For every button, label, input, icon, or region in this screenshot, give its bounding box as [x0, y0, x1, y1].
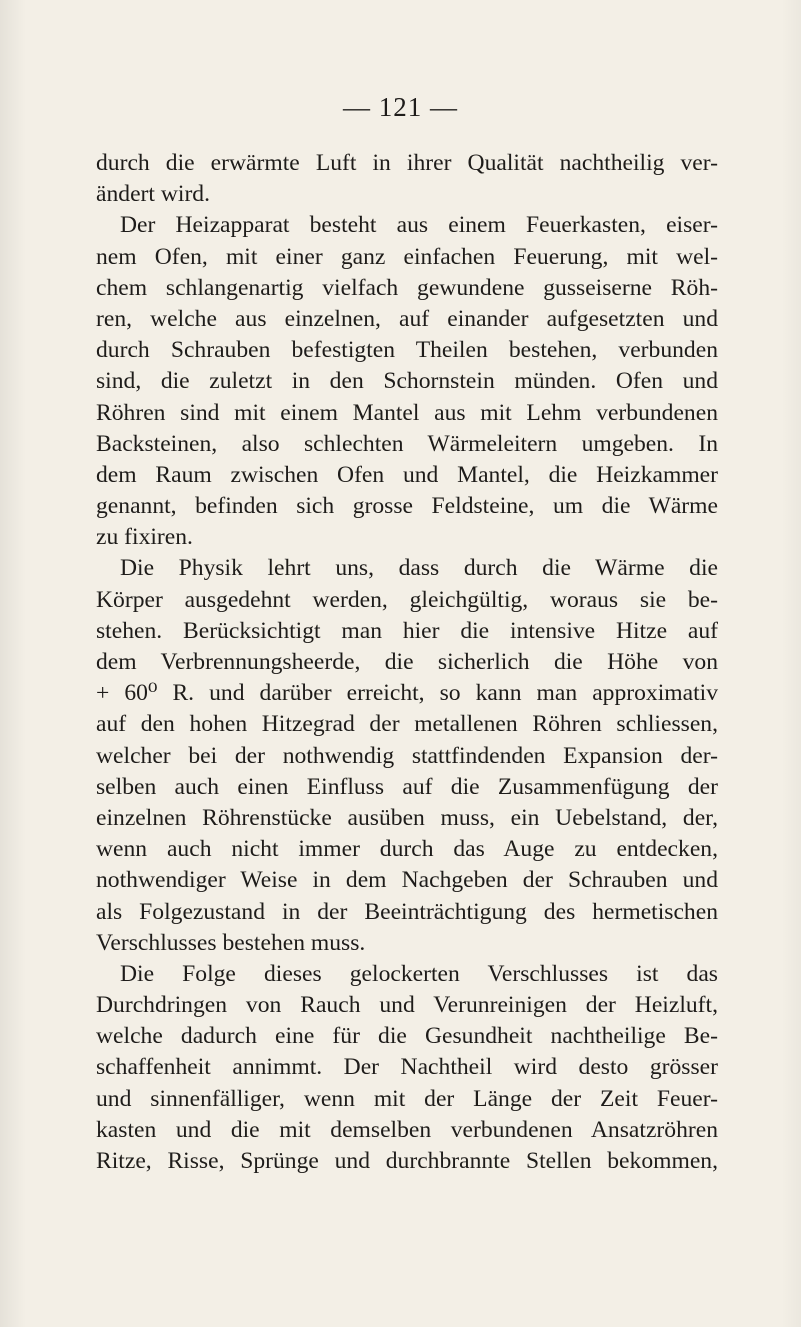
text-line: Ritze, Risse, Sprünge und durchbrannte Stellen bekommen,: [96, 1148, 718, 1174]
text-line: und sinnenfälliger, wenn mit der Länge der Zeit Feuer-: [96, 1085, 718, 1112]
text-line: ändert wird.: [96, 181, 210, 208]
text-line: als Folgezustand in der Beeinträchtigung des hermetischen: [96, 898, 718, 925]
text-line: + 60⁰ R. und darüber erreicht, so kann man approximativ: [96, 680, 718, 707]
text-line: wenn auch nicht immer durch das Auge zu entdecken,: [96, 836, 718, 863]
text-line: genannt, befinden sich grosse Feldsteine, um die Wärme: [96, 493, 718, 520]
text-line: Körper ausgedehnt werden, gleichgültig, woraus sie be-: [96, 586, 718, 613]
text-line: Röhren sind mit einem Mantel aus mit Lehm verbundenen: [96, 399, 718, 426]
text-line: nem Ofen, mit einer ganz einfachen Feuerung, mit wel-: [96, 243, 718, 270]
text-line: schaffenheit annimmt. Der Nachtheil wird desto grösser: [96, 1054, 718, 1081]
text-line: Die Folge dieses gelockerten Verschlusses ist das: [120, 960, 718, 987]
paragraph: [96, 210, 718, 553]
text-line: sind, die zuletzt in den Schornstein münden. Ofen und: [96, 368, 718, 395]
text-line: Durchdringen von Rauch und Verunreinigen der Heizluft,: [96, 992, 718, 1019]
text-line: welche dadurch eine für die Gesundheit nachtheilige Be-: [96, 1023, 718, 1050]
page-number: — 121 —: [343, 92, 458, 122]
text-line: zu fixiren.: [96, 524, 193, 551]
text-line: Der Heizapparat besteht aus einem Feuerkasten, eiser-: [120, 212, 718, 239]
text-line: durch die erwärmte Luft in ihrer Qualität nachtheilig ver-: [96, 150, 718, 176]
text-line: dem Verbrennungsheerde, die sicherlich die Höhe von: [96, 649, 718, 675]
text-line: auf den hohen Hitzegrad der metallenen Röhren schliessen,: [96, 711, 718, 738]
paragraph: [96, 553, 718, 958]
paragraph: [96, 959, 718, 1177]
text-line: durch Schrauben befestigten Theilen bestehen, verbunden: [96, 337, 718, 364]
text-line: welcher bei der nothwendig stattfindenden Expansion der-: [96, 742, 718, 769]
text-line: stehen. Berücksichtigt man hier die intensive Hitze auf: [96, 617, 718, 644]
text-line: kasten und die mit demselben verbundenen Ansatzröhren: [96, 1116, 718, 1143]
text-line: Die Physik lehrt uns, dass durch die Wärme die: [120, 555, 718, 582]
text-line: ren, welche aus einzelnen, auf einander aufgesetzten und: [96, 305, 718, 332]
text-line: einzelnen Röhrenstücke ausüben muss, ein Uebelstand, der,: [96, 804, 718, 831]
paragraph: [96, 148, 718, 210]
text-line: nothwendiger Weise in dem Nachgeben der Schrauben und: [96, 867, 718, 894]
text-line: Backsteinen, also schlechten Wärmeleitern umgeben. In: [96, 430, 718, 457]
text-line: chem schlangenartig vielfach gewundene gusseiserne Röh-: [96, 274, 718, 301]
text-line: Verschlusses bestehen muss.: [96, 929, 366, 956]
text-line: selben auch einen Einfluss auf die Zusammenfügung der: [96, 773, 718, 800]
body-text: [96, 148, 718, 1177]
text-line: dem Raum zwischen Ofen und Mantel, die Heizkammer: [96, 461, 718, 488]
